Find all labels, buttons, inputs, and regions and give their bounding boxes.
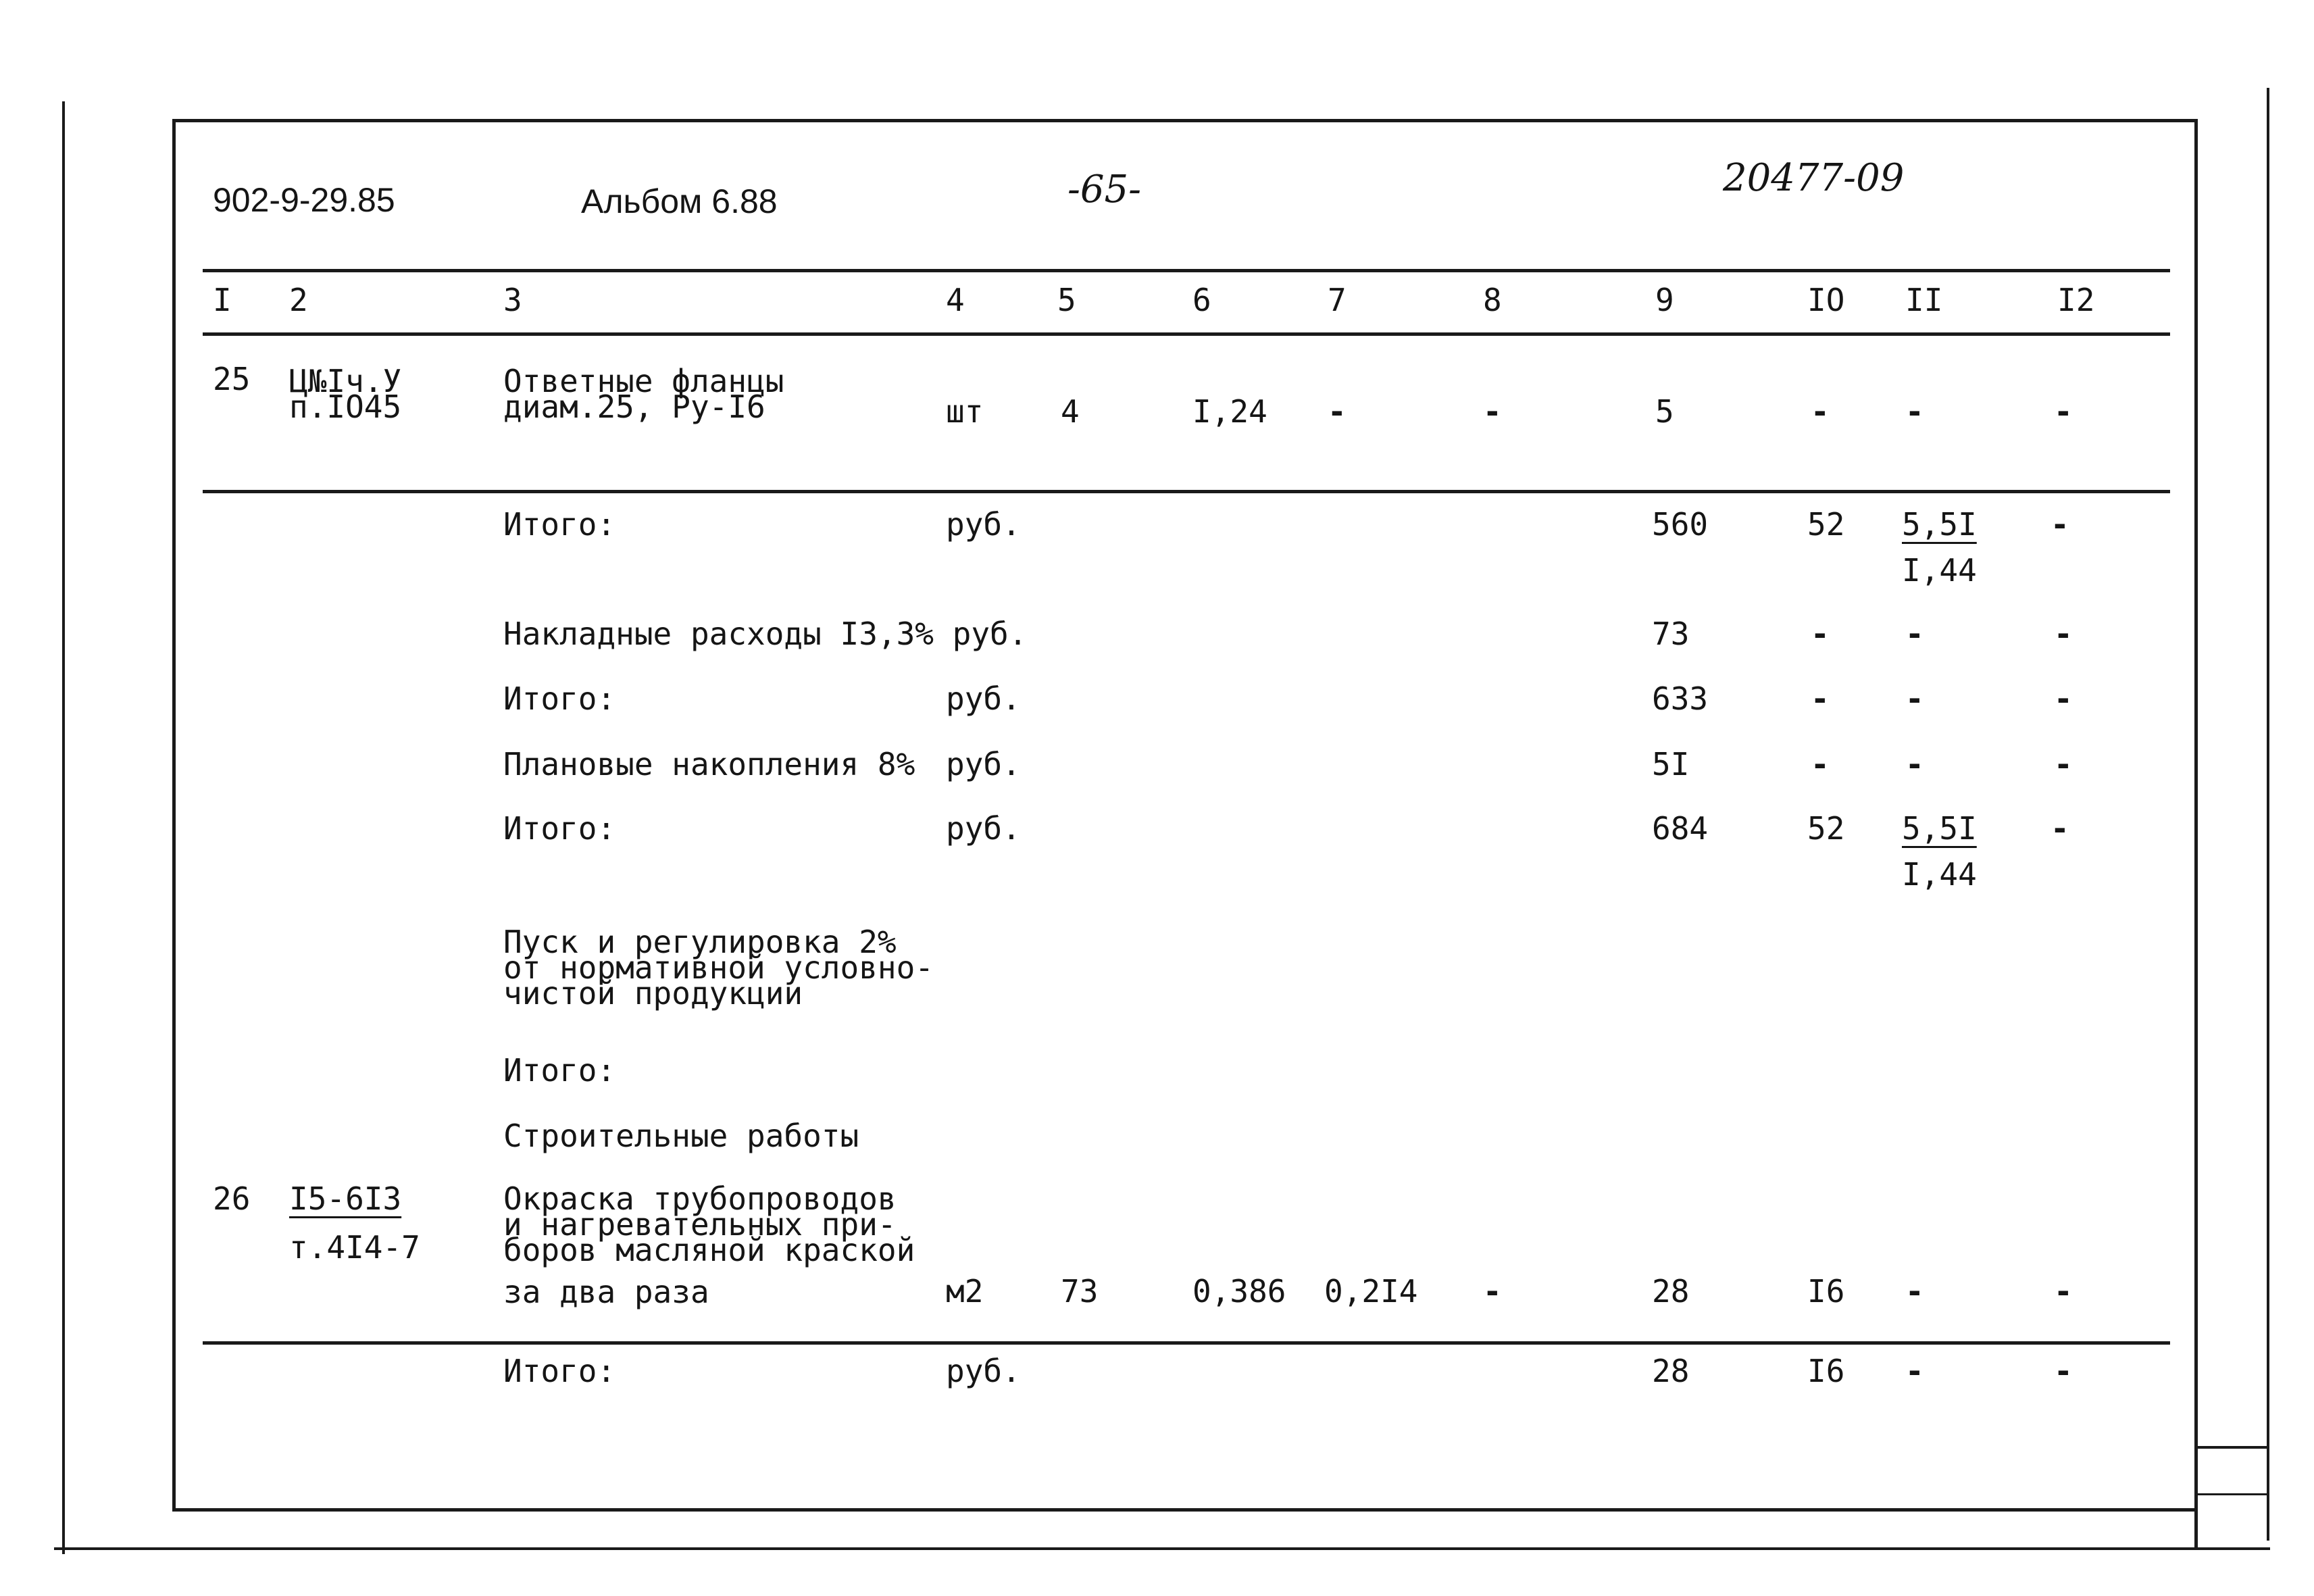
row25-col10: -	[1811, 393, 1830, 430]
row25-qty: 4	[1061, 393, 1080, 430]
startup-line1: Пуск и регулировка 2%	[503, 924, 897, 960]
outer-bottom-border	[54, 1547, 2270, 1550]
final-total-col11: -	[1905, 1353, 1924, 1389]
itogo1-col9: 560	[1652, 506, 1709, 543]
overhead-col9: 73	[1652, 616, 1690, 652]
col-header-11: II	[1905, 282, 1943, 318]
row25-col7: -	[1328, 393, 1347, 430]
row26-name-line3: боров масляной краской	[503, 1232, 915, 1268]
itogo2-col9: 633	[1652, 680, 1709, 717]
col-header-2: 2	[289, 282, 308, 318]
itogo3-col11-top: 5,5I	[1902, 810, 1977, 847]
planned-col11: -	[1905, 746, 1924, 782]
final-total-unit: руб.	[946, 1353, 1021, 1389]
itogo3-unit: руб.	[946, 810, 1021, 847]
col-header-12: I2	[2057, 282, 2095, 318]
itogo1-col11-top: 5,5I	[1902, 506, 1977, 543]
col-header-3: 3	[503, 282, 522, 318]
page-number: -65-	[1067, 168, 1142, 211]
itogo1-col10: 52	[1807, 506, 1845, 543]
inner-right-border	[2194, 119, 2198, 1549]
row25-divider	[203, 490, 2170, 493]
final-total-label: Итого:	[503, 1353, 616, 1389]
itogo2-unit: руб.	[946, 680, 1021, 717]
outer-right-border	[2267, 88, 2269, 1541]
startup-line3: чистой продукции	[503, 975, 803, 1012]
row26-col9: 28	[1652, 1273, 1690, 1310]
itogo1-unit: руб.	[946, 506, 1021, 543]
row25-name-line1: Ответные фланцы	[503, 363, 784, 399]
doc-code: 902-9-29.85	[213, 181, 395, 219]
planned-label: Плановые накопления 8%	[503, 746, 915, 782]
construction-heading: Строительные работы	[503, 1118, 859, 1154]
row25-code-line2: п.IO45	[289, 389, 402, 425]
row26-price: 0,386	[1192, 1273, 1286, 1310]
row25-number: 25	[213, 361, 251, 397]
col-header-7: 7	[1328, 282, 1347, 318]
itogo4-label: Итого:	[503, 1052, 616, 1089]
planned-col12: -	[2054, 746, 2073, 782]
final-total-col10: I6	[1807, 1353, 1845, 1389]
row26-col7: 0,2I4	[1324, 1273, 1418, 1310]
itogo2-col12: -	[2054, 680, 2073, 717]
row26-unit: м2	[946, 1273, 984, 1310]
row26-divider	[203, 1341, 2170, 1345]
inner-bottom-border	[172, 1508, 2198, 1512]
row26-qty: 73	[1061, 1273, 1099, 1310]
row25-col9: 5	[1655, 393, 1674, 430]
final-total-col9: 28	[1652, 1353, 1690, 1389]
planned-col9: 5I	[1652, 746, 1690, 782]
stamp-box-line-2	[2194, 1493, 2269, 1495]
row26-col12: -	[2054, 1273, 2073, 1310]
itogo2-col11: -	[1905, 680, 1924, 717]
itogo2-col10: -	[1811, 680, 1830, 717]
row26-code-line1: I5-6I3	[289, 1180, 402, 1217]
itogo3-col12: -	[2051, 810, 2069, 847]
header-rule-top	[203, 269, 2170, 272]
sheet-code: 20477-09	[1723, 156, 1905, 200]
itogo1-label: Итого:	[503, 506, 616, 543]
overhead-col10: -	[1811, 616, 1830, 652]
row26-name-line4: за два раза	[503, 1274, 709, 1310]
overhead-col12: -	[2054, 616, 2073, 652]
overhead-label: Накладные расходы I3,3% руб.	[503, 616, 1028, 652]
planned-col10: -	[1811, 746, 1830, 782]
itogo3-label: Итого:	[503, 810, 616, 847]
row26-name-line2: и нагревательных при-	[503, 1206, 897, 1243]
row25-name-line2: диам.25, Ру-I6	[503, 389, 765, 425]
row26-number: 26	[213, 1180, 251, 1217]
row25-code-line1: Ц№Iч.У	[289, 363, 402, 399]
col-header-4: 4	[946, 282, 965, 318]
itogo1-col12: -	[2051, 506, 2069, 543]
row26-code-line2: т.4I4-7	[289, 1229, 420, 1266]
planned-unit: руб.	[946, 746, 1021, 782]
stamp-box-line	[2194, 1446, 2269, 1449]
itogo3-col9: 684	[1652, 810, 1709, 847]
row25-col11: -	[1905, 393, 1924, 430]
col-header-1: I	[213, 282, 232, 318]
itogo3-col10: 52	[1807, 810, 1845, 847]
col-header-6: 6	[1192, 282, 1211, 318]
itogo3-col11-bottom: I,44	[1902, 856, 1977, 893]
row26-name-line1: Окраска трубопроводов	[503, 1180, 897, 1217]
itogo1-col11-bottom: I,44	[1902, 552, 1977, 589]
itogo2-label: Итого:	[503, 680, 616, 717]
inner-top-border	[172, 119, 2198, 122]
row25-col12: -	[2054, 393, 2073, 430]
row25-price: I,24	[1192, 393, 1267, 430]
inner-left-border	[172, 119, 176, 1511]
final-total-col12: -	[2054, 1353, 2073, 1389]
row25-col8: -	[1483, 393, 1502, 430]
startup-line2: от нормативной условно-	[503, 949, 934, 986]
col-header-8: 8	[1483, 282, 1502, 318]
overhead-col11: -	[1905, 616, 1924, 652]
col-header-9: 9	[1655, 282, 1674, 318]
row26-col11: -	[1905, 1273, 1924, 1310]
col-header-10: IO	[1807, 282, 1845, 318]
row26-col8: -	[1483, 1273, 1502, 1310]
album-label: Альбом 6.88	[581, 182, 778, 220]
header-rule-bottom	[203, 332, 2170, 336]
col-header-5: 5	[1057, 282, 1076, 318]
row25-unit: шт	[946, 393, 984, 430]
outer-left-border	[62, 101, 65, 1554]
row26-col10: I6	[1807, 1273, 1845, 1310]
